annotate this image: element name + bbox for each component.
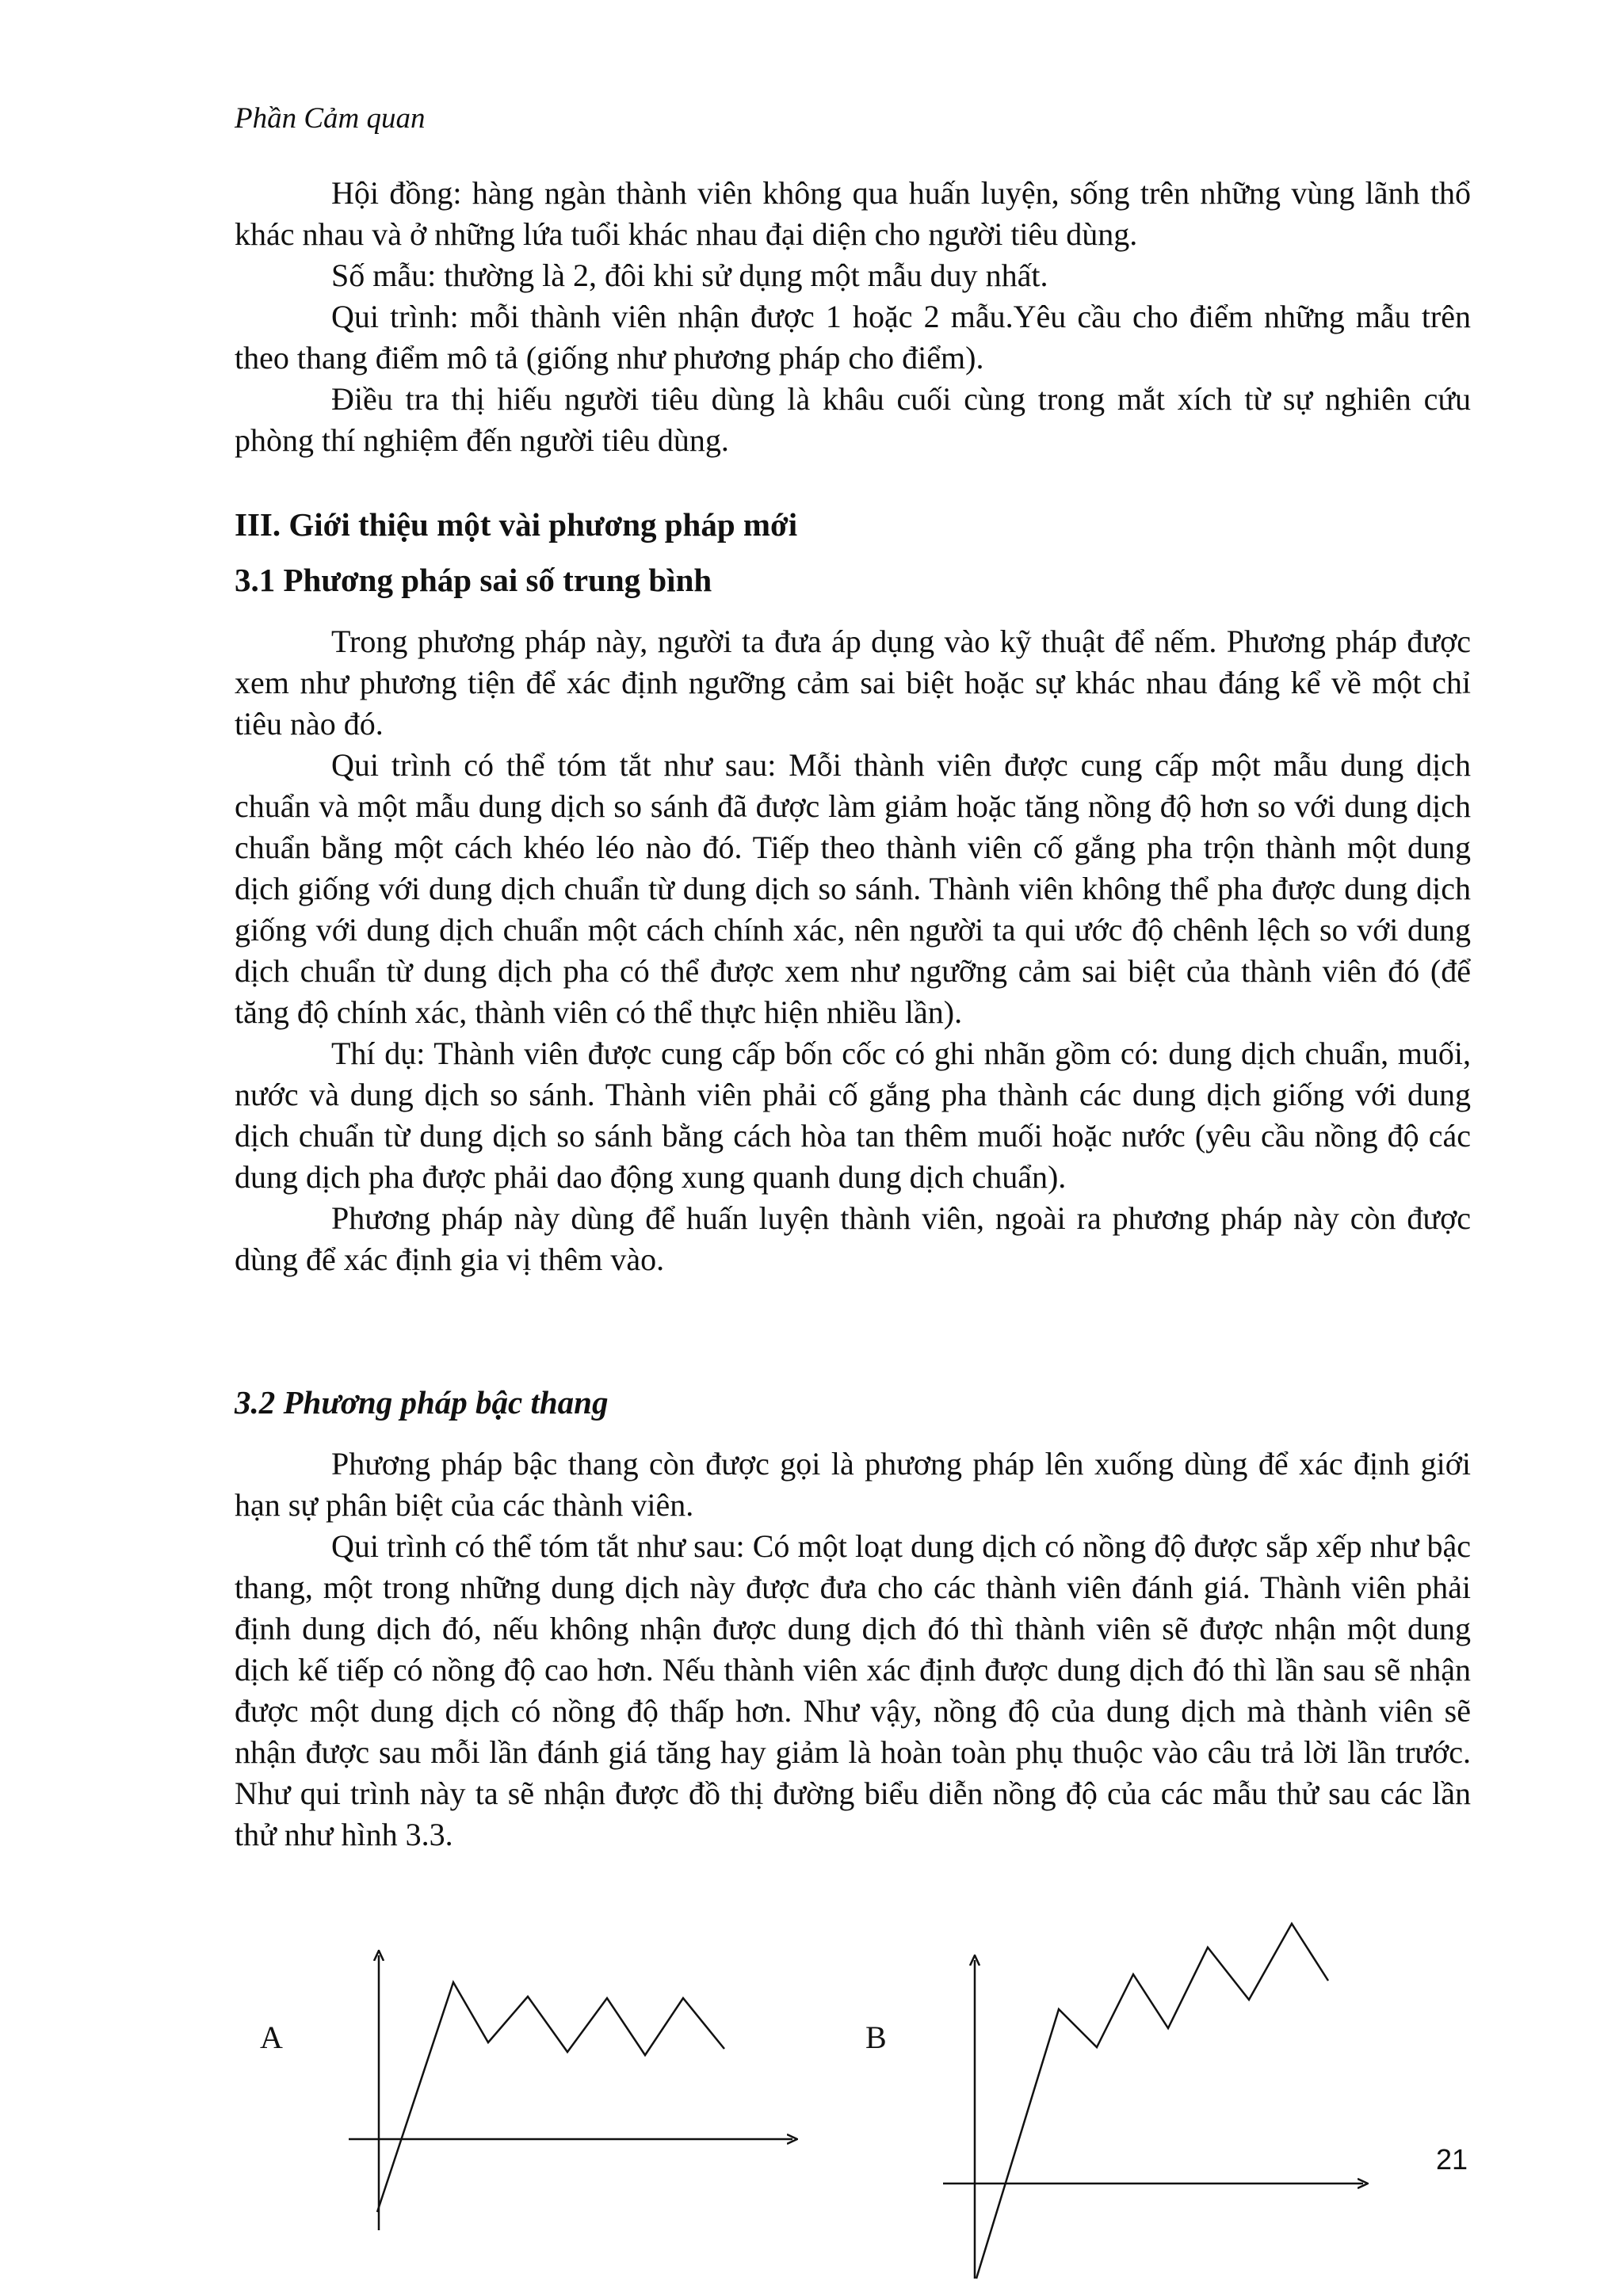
- figure-label-b: B: [865, 2019, 887, 2055]
- paragraph-3-1-example: Thí dụ: Thành viên được cung cấp bốn cốc có ghi nhãn gồm có: dung dịch chuẩn, muối, nước và dung dịch so sánh. Thành viên phải cố gắng pha thành các dung dịch giống với dung dịch chuẩn từ dung dịch so sánh bằng cách hòa tan thêm muối hoặc nước (yêu cầu nồng độ các dung dịch pha được phải dao động xung quanh dung dịch chuẩn).: [235, 1035, 1471, 1195]
- subsection-3-1-body: [235, 621, 1471, 1280]
- paragraph-3-2-procedure: Qui trình có thể tóm tắt như sau: Có một loạt dung dịch có nồng độ được sắp xếp như bậc thang, một trong những dung dịch này được đưa cho các thành viên đánh giá. Thành viên phải định dung dịch đó, nếu không nhận được dung dịch đó thì thành viên sẽ được nhận một dung dịch kế tiếp có nồng độ cao hơn. Nếu thành viên xác định được dung dịch đó thì lần sau sẽ nhận được một dung dịch có nồng độ thấp hơn. Như vậy, nồng độ của dung dịch mà thành viên sẽ nhận được sau mỗi lần đánh giá tăng hay giảm là hoàn toàn phụ thuộc vào câu trả lời lần trước. Như qui trình này ta sẽ nhận được đồ thị đường biểu diễn nồng độ của các mẫu thử sau các lần thử như hình 3.3.: [235, 1528, 1471, 1852]
- figure-label-a: A: [260, 2019, 283, 2055]
- subsection-3-2: [235, 1382, 1471, 1423]
- paragraph-panel: Hội đồng: hàng ngàn thành viên không qua huấn luyện, sống trên những vùng lãnh thổ khác nhau và ở những lứa tuổi khác nhau đại diện cho người tiêu dùng.: [235, 175, 1471, 252]
- graph-b-curve: [976, 1924, 1328, 2279]
- section-3: [235, 504, 1471, 545]
- section-3-heading: III. Giới thiệu một vài phương pháp mới: [235, 506, 798, 543]
- paragraph-3-2-intro: Phương pháp bậc thang còn được gọi là phương pháp lên xuống dùng để xác định giới hạn sự phân biệt của các thành viên.: [235, 1446, 1471, 1523]
- page-number: 21: [1436, 2143, 1468, 2176]
- graph-a-curve: [377, 1982, 724, 2212]
- subsection-3-2-body: [235, 1444, 1471, 1855]
- running-header: Phần Cảm quan: [235, 102, 426, 135]
- staircase-figure: [0, 1901, 1623, 2296]
- graph-b: [943, 1924, 1363, 2279]
- paragraph-samples: Số mẫu: thường là 2, đôi khi sử dụng một mẫu duy nhất.: [331, 257, 1048, 293]
- subsection-3-2-heading: 3.2 Phương pháp bậc thang: [235, 1384, 609, 1421]
- paragraph-procedure: Qui trình: mỗi thành viên nhận được 1 hoặc 2 mẫu.Yêu cầu cho điểm những mẫu trên theo thang điểm mô tả (giống như phương pháp cho điểm).: [235, 299, 1471, 376]
- subsection-3-1-heading: 3.1 Phương pháp sai số trung bình: [235, 562, 712, 598]
- graph-a: [349, 1955, 792, 2230]
- paragraph-3-1-procedure: Qui trình có thể tóm tắt như sau: Mỗi thành viên được cung cấp một mẫu dung dịch chuẩn và một mẫu dung dịch so sánh đã được làm giảm hoặc tăng nồng độ hơn so với dung dịch chuẩn bằng một cách khéo léo nào đó. Tiếp theo thành viên cố gắng pha trộn thành một dung dịch giống với dung dịch chuẩn từ dung dịch so sánh. Thành viên không thể pha được dung dịch giống với dung dịch chuẩn một cách chính xác, nên người ta qui ước độ chênh lệch so với dung dịch chuẩn từ dung dịch pha có thể được xem như ngưỡng cảm sai biệt của thành viên đó (để tăng độ chính xác, thành viên có thể thực hiện nhiều lần).: [235, 747, 1471, 1030]
- paragraph-3-1-usage: Phương pháp này dùng để huấn luyện thành viên, ngoài ra phương pháp này còn được dùng để xác định gia vị thêm vào.: [235, 1200, 1471, 1277]
- subsection-3-1: [235, 559, 1471, 601]
- paragraph-3-1-intro: Trong phương pháp này, người ta đưa áp dụng vào kỹ thuật để nếm. Phương pháp được xem như phương tiện để xác định ngưỡng cảm sai biệt hoặc sự khác nhau đáng kể về một chỉ tiêu nào đó.: [235, 624, 1471, 742]
- paragraph-consumer-survey: Điều tra thị hiếu người tiêu dùng là khâu cuối cùng trong mắt xích từ sự nghiên cứu phòng thí nghiệm đến người tiêu dùng.: [235, 381, 1471, 458]
- consumer-survey-section: [235, 173, 1471, 461]
